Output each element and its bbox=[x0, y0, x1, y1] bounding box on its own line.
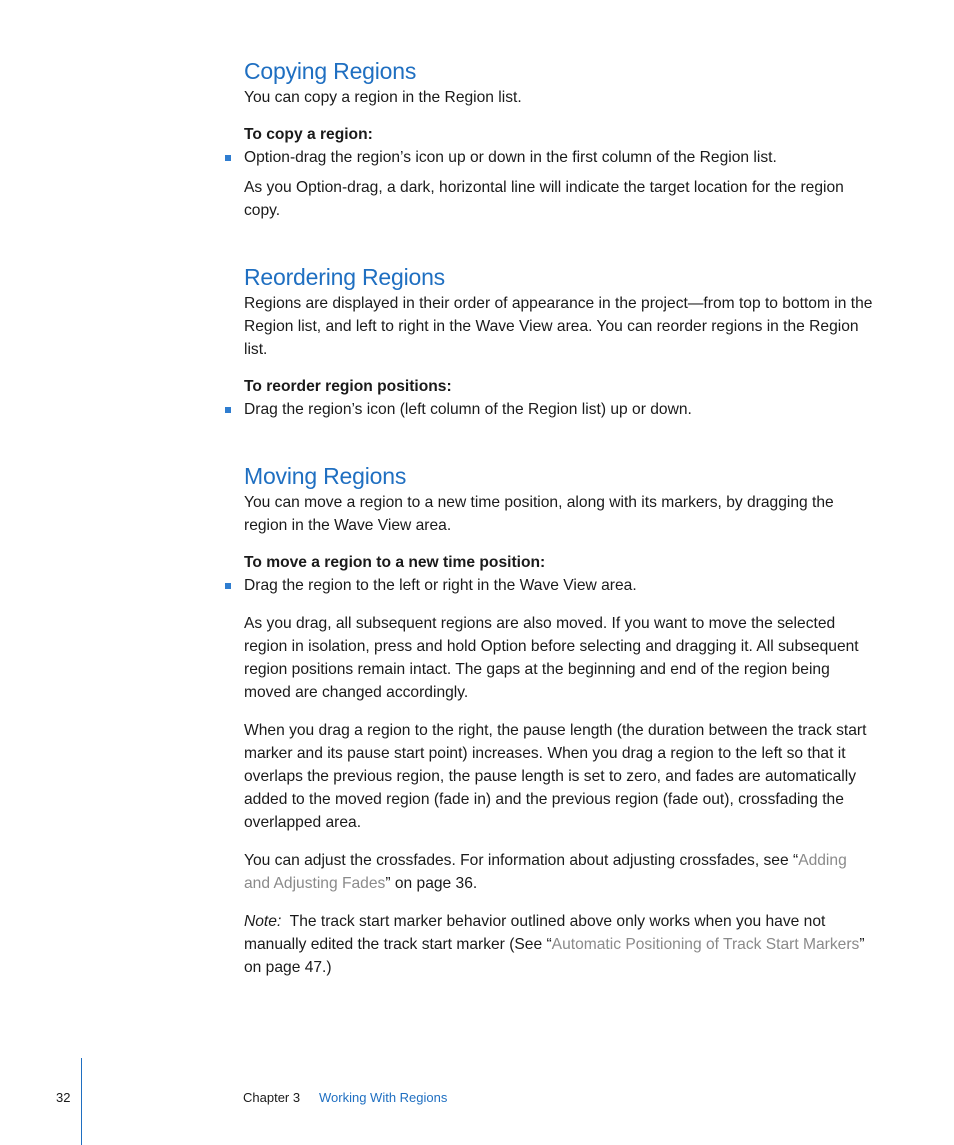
bullet-item bbox=[244, 574, 874, 597]
section-intro: You can move a region to a new time position, along with its markers, by dragging the region in the Wave View area. bbox=[244, 494, 834, 534]
footer-divider bbox=[81, 1058, 82, 1145]
xref-link-track-start-markers[interactable]: Automatic Positioning of Track Start Markers bbox=[551, 936, 860, 953]
chapter-label: Chapter 3 bbox=[243, 1090, 301, 1105]
body-paragraph: As you Option-drag, a dark, horizontal line will indicate the target location for the region copy. bbox=[244, 179, 844, 219]
section-heading: Reordering Regions bbox=[244, 264, 445, 290]
note-label: Note: bbox=[244, 913, 282, 930]
crossfade-paragraph bbox=[244, 849, 874, 895]
bullet-square-icon bbox=[225, 583, 231, 589]
procedure-title: To copy a region: bbox=[244, 126, 373, 143]
bullet-item bbox=[244, 146, 874, 169]
section-reordering-regions bbox=[244, 262, 874, 421]
body-paragraph: When you drag a region to the right, the pause length (the duration between the track start marker and its pause start point) increases. When you drag a region to the left so that it overlaps the previous region, the pause length is set to zero, and fades are automatically added to the moved region (fade in) and the previous region (fade out), crossfading the overlapped area. bbox=[244, 722, 867, 831]
section-heading: Moving Regions bbox=[244, 463, 407, 489]
bullet-square-icon bbox=[225, 155, 231, 161]
page-content bbox=[244, 56, 874, 979]
page-footer bbox=[0, 1088, 954, 1145]
section-heading: Copying Regions bbox=[244, 58, 417, 84]
section-intro: You can copy a region in the Region list. bbox=[244, 89, 522, 106]
bullet-item bbox=[244, 398, 874, 421]
section-copying-regions bbox=[244, 56, 874, 222]
bullet-text: Drag the region’s icon (left column of the Region list) up or down. bbox=[244, 401, 692, 418]
note-paragraph bbox=[244, 910, 874, 979]
section-moving-regions bbox=[244, 461, 874, 979]
paragraph-text: ” on page 47.) bbox=[244, 936, 865, 976]
paragraph-text: ” on page 36. bbox=[385, 875, 478, 892]
procedure-title: To move a region to a new time position: bbox=[244, 554, 546, 571]
bullet-text: Drag the region to the left or right in the Wave View area. bbox=[244, 577, 637, 594]
bullet-text: Option-drag the region’s icon up or down in the first column of the Region list. bbox=[244, 149, 777, 166]
page-number: 32 bbox=[56, 1090, 71, 1105]
body-paragraph: As you drag, all subsequent regions are also moved. If you want to move the selected region in isolation, press and hold Option before selecting and dragging it. All subsequent region positions remain intact. The gaps at the beginning and end of the region being moved are changed accordingly. bbox=[244, 615, 859, 701]
bullet-square-icon bbox=[225, 407, 231, 413]
paragraph-text: The track start marker behavior outlined above only works when you have not manually edited the track start marker (See “ bbox=[244, 913, 830, 953]
section-intro: Regions are displayed in their order of appearance in the project—from top to bottom in the Region list, and left to right in the Wave View area. You can reorder regions in the Region list. bbox=[244, 295, 873, 358]
xref-link-adding-fades[interactable]: Adding and Adjusting Fades bbox=[244, 852, 847, 892]
paragraph-text: You can adjust the crossfades. For information about adjusting crossfades, see “ bbox=[244, 852, 799, 869]
procedure-title: To reorder region positions: bbox=[244, 378, 452, 395]
chapter-title-link[interactable]: Working With Regions bbox=[319, 1090, 448, 1105]
